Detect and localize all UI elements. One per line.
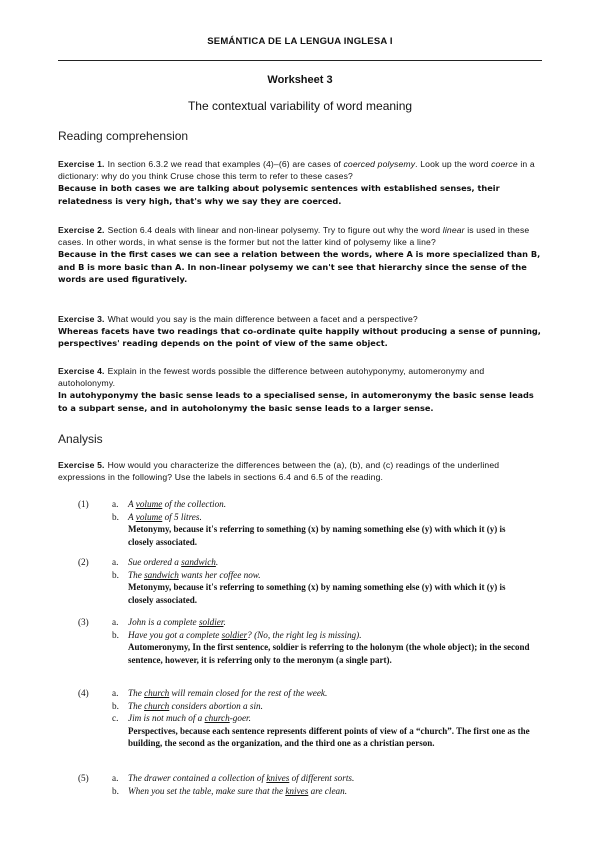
underlined-expression: soldier [198, 617, 224, 627]
sentence-text [128, 616, 226, 629]
exercise-3 [58, 313, 542, 350]
underlined-expression: church [204, 713, 230, 724]
sentence-text [128, 772, 354, 785]
sentence-text [128, 785, 347, 798]
sentence-letter: b. [112, 569, 119, 580]
underlined-expression: sandwich [181, 557, 216, 567]
sentence-letter: b. [112, 511, 119, 522]
sentence-letter: a. [112, 617, 119, 627]
underlined-expression: volume [135, 511, 163, 522]
sentence-post: . [215, 557, 219, 567]
sentence-post: -goer. [229, 713, 251, 724]
sentence-letter: c. [112, 713, 119, 724]
sentence-text [128, 712, 251, 725]
underlined-expression: sandwich [144, 569, 179, 580]
question-text: is used in these cases. In other words, in what sense is the former but not the latter kind of polysemy like a line? [58, 225, 530, 248]
sentence-text [128, 511, 202, 524]
sentence-letter: a. [112, 688, 119, 698]
sentence-text [128, 700, 263, 713]
example-number: (4) [78, 688, 89, 698]
header-divider [58, 60, 542, 61]
sentence-pre: A [128, 499, 136, 509]
exercise-label: Exercise 3. [58, 314, 105, 324]
example-number: (5) [78, 773, 89, 783]
exercise-question [58, 459, 542, 483]
underlined-expression: knives [266, 773, 290, 783]
exercise-label: Exercise 4. [58, 366, 105, 376]
sentence-pre: Jim is not much of a [128, 713, 205, 724]
example-number: (3) [78, 617, 89, 627]
question-text: Explain in the fewest words possible the difference between autohyponymy, automeronymy and autoholonymy. [58, 366, 485, 389]
question-text: in a dictionary: why do you think Cruse chose this term to refer to these cases? [58, 159, 535, 182]
exercise-label: Exercise 2. [58, 225, 105, 235]
underlined-expression: knives [285, 785, 309, 796]
sentence-post: of 5 litres. [162, 511, 202, 522]
sentence-pre: A [128, 511, 136, 522]
question-text: In section 6.3.2 we read that examples (4)–(6) are cases of [107, 159, 344, 169]
sentence-post: wants her coffee now. [178, 569, 261, 580]
sentence-text [128, 629, 362, 642]
sentence-pre: John is a complete [128, 617, 199, 627]
question-term: linear [442, 225, 465, 235]
sentence-post: considers abortion a sin. [169, 700, 263, 711]
worksheet-subtitle: The contextual variability of word meaning [187, 99, 413, 113]
sentence-text [128, 498, 226, 511]
exercise-label: Exercise 5. [58, 460, 105, 470]
sentence-text [128, 556, 218, 569]
exercise-answer: Because in the first cases we can see a relation between the words, where A is more specialized than B, and B is more basic than A. In non-linear polysemy we can't see that hierarchy since the sense of the words are used figuratively. [58, 249, 541, 284]
exercise-answer: In autohyponymy the basic sense leads to a specialised sense, in automeronymy the basic sense leads to a subpart sense, and in autoholonymy the basic sense leads to a larger sense. [58, 390, 534, 413]
underlined-expression: church [144, 688, 170, 698]
example-number: (2) [78, 557, 89, 567]
sentence-pre: Sue ordered a [128, 557, 182, 567]
sentence-pre: Have you got a complete [128, 629, 222, 640]
section-heading-reading: Reading comprehension [58, 129, 189, 143]
sentence-post: of different sorts. [289, 773, 355, 783]
sentence-letter: b. [112, 629, 119, 640]
course-header: SEMÁNTICA DE LA LENGUA INGLESA I [207, 36, 393, 47]
question-text: . Look up the word [415, 159, 492, 169]
sentence-letter: a. [112, 499, 119, 509]
sentence-post: ? (No, the right leg is missing). [247, 629, 362, 640]
exercise-question [58, 158, 542, 182]
sentence-text [128, 569, 261, 582]
question-term: coerce [491, 159, 518, 169]
exercise-question [58, 365, 542, 389]
example-answer: Automeronymy, In the first sentence, soldier is referring to the holonym (the whole object); in the second sentence, however, it is referring only to the meronym (a single part). [128, 642, 530, 665]
exercise-5 [58, 459, 542, 483]
exercise-answer: Because in both cases we are talking about polysemic sentences with established senses, their relatedness is very high, that's why we say they are coerced. [58, 183, 500, 206]
question-term: coerced polysemy [343, 159, 416, 169]
sentence-pre: The [128, 569, 145, 580]
sentence-post: . [223, 617, 226, 627]
example-answer: Metonymy, because it's referring to something (x) by naming something else (y) with which it (y) is closely associated. [128, 582, 506, 605]
sentence-post: will remain closed for the rest of the week. [169, 688, 328, 698]
exercise-2 [58, 224, 542, 285]
sentence-post: of the collection. [162, 499, 227, 509]
sentence-post: are clean. [308, 785, 348, 796]
sentence-letter: a. [112, 773, 119, 783]
sentence-letter: b. [112, 700, 119, 711]
question-text: What would you say is the main difference between a facet and a perspective? [107, 314, 418, 324]
sentence-text [128, 687, 327, 700]
exercise-label: Exercise 1. [58, 159, 105, 169]
exercise-answer: Whereas facets have two readings that co-ordinate quite happily without producing a sense of punning, perspectives' reading depends on the point of view of the same object. [58, 326, 541, 349]
exercise-1 [58, 158, 542, 207]
example-answer: Perspectives, because each sentence represents different points of view of a “church”. The first one as the building, the second as the organization, and the third one as a christian person. [128, 725, 530, 749]
sentence-pre: When you set the table, make sure that the [128, 785, 286, 796]
underlined-expression: volume [135, 499, 163, 509]
question-text: How would you characterize the differences between the (a), (b), and (c) readings of the underlined expressions in the following? Use the labels in sections 6.4 and 6.5 of the reading. [58, 460, 500, 483]
sentence-pre: The [128, 700, 145, 711]
example-number: (1) [78, 499, 89, 509]
sentence-pre: The drawer contained a collection of [128, 773, 267, 783]
exercise-question [58, 313, 542, 325]
section-heading-analysis: Analysis [58, 432, 103, 446]
worksheet-title: Worksheet 3 [267, 74, 333, 86]
question-text: Section 6.4 deals with linear and non-linear polysemy. Try to figure out why the word [107, 225, 443, 235]
example-answer: Metonymy, because it's referring to something (x) by naming something else (y) with which it (y) is closely associated. [128, 524, 506, 547]
sentence-letter: b. [112, 785, 119, 796]
exercise-4 [58, 365, 542, 414]
exercise-question [58, 224, 542, 248]
underlined-expression: church [144, 700, 170, 711]
sentence-letter: a. [112, 557, 119, 567]
underlined-expression: soldier [221, 629, 248, 640]
sentence-pre: The [128, 688, 145, 698]
